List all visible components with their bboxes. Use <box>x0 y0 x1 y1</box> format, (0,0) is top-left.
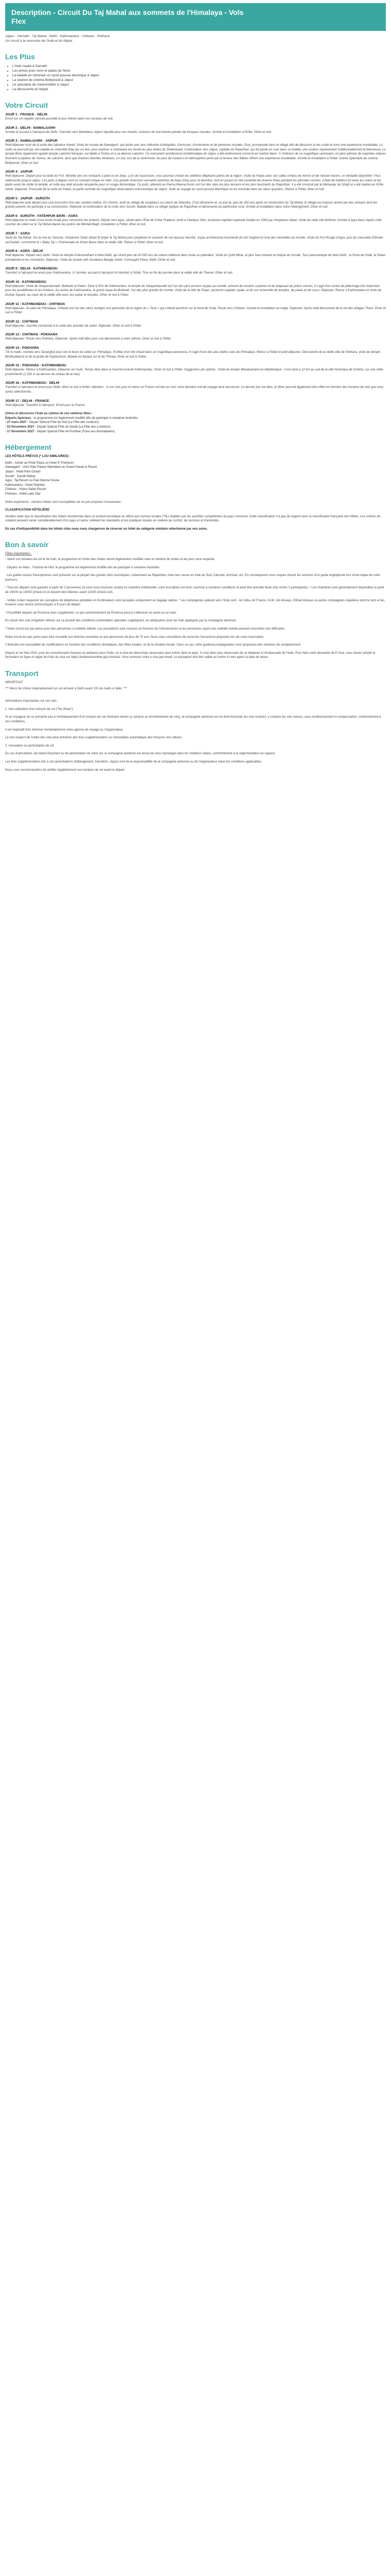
route-summary <box>5 34 386 43</box>
departure-item <box>5 430 386 434</box>
day-heading: JOUR 16 : KATHMANDOU - DELHI <box>5 381 59 385</box>
plus-item: • La séance de cinéma Bollywood à Jaipur <box>12 78 386 82</box>
day-block <box>5 231 386 245</box>
hotels-block <box>5 454 386 531</box>
page-title-line-2: Flex <box>11 17 26 25</box>
bon-paragraph: - Départs en Mars : Festival de Holi, le programme est légèrement modifié afin de participer à certaines festivités. <box>5 566 160 569</box>
day-text: Petit-déjeuner. Route vers Pokhara. Déjeuner. Après-midi libre pour une découverte à votre rythme. Dîner et nuit à l'hôtel. <box>5 337 172 341</box>
day-block <box>5 381 386 394</box>
bon-paragraph: - Les guides locaux francophones sont présents sur la plupart des grands sites touristiques, notamment au Rajasthan, mais leur venue en Inde du Sud, Calcutta, Amritsar, etc. En conséquence vous risquez d'avoir les services d'un guide anglophone lors d'une étape de votre parcours. <box>5 574 380 582</box>
transport-paragraph: Nous vous recommandons de vérifier régulièrement vos horaires de vol avant le départ. <box>5 768 125 772</box>
transport-paragraph: Il est impératif d'en informer immédiatement votre agence de voyage ou l'organisateur. <box>5 728 124 732</box>
day-block <box>5 126 386 135</box>
page <box>0 0 391 772</box>
plus-list <box>5 64 386 92</box>
hotels-title: LES HÔTELS PRÉVUS (* LOU SIMILAIRES) : <box>5 455 71 459</box>
day-text: Petit déjeuner. Départ pour la visite du Fort. Montée vers les remparts à pied ou en Jeep. Lors de l'ascension, vous pourrez croiser les célèbres éléphants peints de la région. Visite du Palais avec ses salles ornées de miroirs et de l'ancien harem, un véritable labyrinthe ! Puis redescente jusqu'à Jaipur. Les puits à degrés sont un concept unique en Inde. Ces grands réservoirs servaient autrefois de base d'eau pour la devotion, tout en jouant un rôle essentiel de réserve d'eau pendant les périodes sèches. Il était de tradition d'y laver les mains et les pieds avant de visiter le temple, et cette eau était ensuite récupérée pour un usage domestique. Ce puits, attenant au Panna Meena Kund, est l'un des sites les plus anciens et les plus fascinants du Rajasthan. Il a été construit par le Maharaja Jai Singh et a été réalisé au XVIIe siècle. Déjeuner. Poursuite de la visite du Palais, la partie centrale du magnifique observatoire astronomique de Jaipur. Suite au voyage en cyclo-pousse électrique ou en rickshaw dans les vieux quartiers. Retour à l'hôtel, dîner et nuit. <box>5 175 384 191</box>
departure-label: - 17 Novembre 2027 <box>5 430 35 433</box>
day-heading: JOUR 6 : SUROTH - FATEHPUR SIKRI - AGRA <box>5 214 78 218</box>
day-block <box>5 399 386 408</box>
day-block <box>5 214 386 227</box>
bon-subheading: Fêtes importantes : <box>5 552 32 556</box>
day-text: Petit-déjeuner. Journée consacrée à la visite des activités de safari. Déjeuner. Dîner et nuit à l'hôtel. <box>5 324 142 328</box>
bon-paragraph: - Veillez à bien respecter les consignes de téléphones portables et d'ordinateurs sont acceptés uniquement en bagage cabine. * Les compagnies opérant vers l'Inde sont : Air India, Air France, KLM, Jet Airways, Etihad Airways ou autres compagnies régulières dont le nom et les horaires vous seront communiqués à 8 jours du départ. <box>5 599 385 607</box>
day-block <box>5 332 386 342</box>
special-departures <box>5 412 386 434</box>
day-heading: JOUR 2 : DELHI - NAWALGARH <box>5 126 56 130</box>
hotel-item: Nawalgarh : Ucid Vilas Palace Mandawa ou Grand Haveli & Resort <box>5 466 97 469</box>
plus-heading: Les Plus <box>5 53 35 61</box>
hotel-item: Agra : Taj Resort ou Pavi Marine House <box>5 479 60 483</box>
hotel-item: Pokhara : Hotel Lake Star <box>5 492 41 496</box>
bon-paragraph: - Selon vos horaires de vol et de train, le programme et l'ordre des visites seront légèrement modifiés mais le nombre de visites et de jours sera respecté. <box>5 558 216 562</box>
bon-paragraph: * Tous les départs sont garantis à partir de 2 personnes (si vous vous inscrivez seul(e) en chambre individuelle, votre inscription est donc soumise à certaines conditions et peut être annulée faute d'au moins 2 participants). * Les chambres sont généralement disponibles à partir de 14h00 ou 15h00 (check-in) et doivent être libérées avant 11h00 (check-out). <box>5 586 385 595</box>
day-text: Petit-déjeuner. Retour à Kathmandou. Déjeuner en route. Temps libre dans le marché local de Kathmandou. Dîner et nuit à l'hôtel. Suggestion (en option) : Visite du temple Manakamana en téléphérique : il est situé à 12 km au sud de la ville historique de Gorkha, sur une crête proéminente (1 302 m au-dessus du niveau de la mer). <box>5 368 383 376</box>
day-text: Arrivée et accueil à l'aéroport de Delhi. Transfert vers Mandawa, région réputée pour ses havelis, maisons de marchands peintes de fresques murales. Arrivée et installation à l'hôtel. Dîner et nuit. <box>5 130 272 134</box>
day-text: Tôt le matin, montée vers Sarangkot pour voir le lever du soleil sur l'Himalaya. Profitez d'un thé chaud dans un magnifique panorama. Il s'agit d'une des plus belles vues de l'Himalaya. Retour à l'hôtel et petit-déjeuner. Découverte de la vieille ville de Pokhara, visite du temple Bindhyabasini et de la grotte de Gupteshwor. Balade en barque sur le lac Phewa. Dîner et nuit à l'hôtel. <box>5 351 381 359</box>
transport-important: IMPORTANT <box>5 681 23 684</box>
transport-paragraph: Les frais supplémentaires liés à ces perturbations (hébergement, transferts, repas) sont de la responsabilité de la compagnie aérienne ou de l'organisateur selon les conditions applicables. <box>5 760 263 764</box>
departure-label: Départs Spéciaux <box>5 416 31 420</box>
departure-label: - 27 mars 2027 <box>5 421 27 425</box>
day-heading: JOUR 10 : KATHMANDOU <box>5 280 46 284</box>
day-text: Envol sur vol régulier (arrivée possible le jour même selon vos horaires de vol). <box>5 117 113 121</box>
day-heading: JOUR 17 : DELHI - FRANCE <box>5 399 50 403</box>
transport-paragraph: 1. Non-utilisation d'un tronçon de vol ("No-Show") <box>5 707 73 711</box>
day-heading: JOUR 3 : NAWALGARH - JAIPUR <box>5 139 58 143</box>
bon-paragraph: En raison des vols irréguliers utilisés sur ce produit des conditions d'annulation spéciales s'appliquent, en adéquation avec les frais appliqués par la compagnie aérienne. <box>5 619 237 623</box>
day-text: Transfert à l'aéroport et envol pour Delhi, dîner et nuit à l'hôtel. Attention : si vos vols pour le retour en France ont lieu en nuit, votre dernière nuit de voyage sera raccourcie. Le dernier jour est libre, le dîner pourrait également être offert en fonction des horaires de vols que vous aurez sélectionnés. <box>5 386 384 394</box>
departure-text: : le programme est légèrement modifié afin de participer à certaines festivités. <box>31 416 139 420</box>
day-text: Petit-déjeuner et visite d'une école locale pour rencontrer les enfants. Départ vers Agra, située dans l'État de l'Uttar Pradesh. Arrêt à Fatehpur Sikri, ancienne capitale impériale fondée en 1569 par l'empereur Akbar. Visite de cette cité fantôme. Arrivée à Agra dans l'après-midi, coucher de soleil sur le Taj Mahal depuis les jardins de Mehtab Bagh. Installation à l'hôtel, dîner et nuit. <box>5 218 382 227</box>
bon-heading: Bon à savoir <box>5 540 49 549</box>
good-to-know <box>5 552 386 660</box>
departure-text: - Départ Spécial Fête de Holi (La Fête des couleurs) <box>26 421 99 425</box>
bon-paragraph: * Notre circuit est pas prévu pour des personnes à mobilité réduite. Les prestations sont conçues en fonction de l'infrastructure et les personnes ayant une mobilité réduite peuvent rencontrer des difficultés. <box>5 628 286 631</box>
day-heading: JOUR 14 : POKHARA <box>5 346 39 350</box>
departure-text: - Départ Spécial Fête de Diwali (La Fête des Lumières) <box>34 425 111 429</box>
day-text: Petit-déjeuner suivi de la visite des fabuleux Haveli. Visite du musée de Nawalgarh, qui abrite une rare collection d'antiquités, d'armures, d'ornements et de peintures murales. Puis, promenade dans le village afin de découvrir la vie rurale et vivre une expérience inoubliable. La visite se poursuit par une balade en charrette tirée par un âne, pour explorer à chameaux les haveli les plus belles du Shekhawati. Continuation vers Jaipur, capitale du Rajasthan, qui fut parée en rose dans sa totalité, une couleur représentant traditionnellement la bienvenue. La temple Birla, également appelé temple Lakshmi Narayan, est dédié à Vishnu et à sa déesse Lakshmi. Ce monument architectural emblématique de Jaipur a été entièrement construit en marbre blanc. À l'intérieur de ce magnifique sanctuaire, on peut admirer de superbes statues finement sculptées de Vishnu, de Lakshmi, ainsi que d'autres divinités hindoues. Le soir, lors de la cérémonie, les jeux de couleurs et l'atmosphère perle par la ferveur des fidèles offrent une expérience inoubliable. Arrivée et installation à l'hôtel. Soirée Spectacle de cinéma Bollywood. Dîner et nuit. <box>5 144 386 165</box>
day-block <box>5 363 386 377</box>
circuit-heading: Votre Circuit <box>5 101 48 109</box>
hotel-item: Delhi : Ashok ou Pride Plaza ou Hotel 4* Premium <box>5 461 74 465</box>
plus-item: • La découverte du Népal <box>12 87 386 92</box>
route-subtitle: Un circuit à la rencontre de l'Inde et du Népal <box>5 39 72 43</box>
day-heading: JOUR 9 : DELHI - KATHMANDOU <box>5 267 58 271</box>
day-heading: JOUR 11 : KATHMANDOU - CHITWAN <box>5 302 65 306</box>
hebergement-heading: Hébergement <box>5 443 52 452</box>
bon-paragraph: Notre circuit est pas prévu pour être conseillé aux femmes enceintes et aux personnes de plus de 70 ans. Nous vous conseillons de souscrire l'assurance proposée lors de votre réservation. <box>5 635 265 639</box>
day-block <box>5 139 386 165</box>
transport-paragraph: *** Merci de choisir impérativement un vol arrivant à Delhi avant 10h du matin à l'aller. *** <box>5 687 127 690</box>
day-text: Petit-déjeuner. Visite de Swayambunath, Bodnath et Patan. Situé à l'Est de Kathmandou, le temple de Swayambunath est l'un des plus anciens stupas au monde, entouré de moulins à prières et de drapeaux de prière colorés. Il s'agit d'un centre de pèlerinage très important pour les bouddhistes et les hindous. Au centre de Kathmandou, le grand stupa de Bodnath, l'un des plus grands du monde. Visite de la ville de Patan, ancienne capitale royale, et de son ensemble de temples, de palais et de cours. Déjeuner. Retour à Kathmandou et visite de Durbar Square, au cœur de la vieille ville avec ses palais et temples. Dîner et nuit à l'hôtel. <box>5 284 382 297</box>
plus-item: • Le spectacle de marionnettes à Jaipur <box>12 82 386 87</box>
day-block <box>5 280 386 298</box>
day-heading: JOUR 12 : CHITWAN <box>5 319 38 324</box>
departure-item <box>5 425 386 430</box>
day-text: Visite du Taj Mahal. Sur la rive du Yamuna, l'empereur Shah Jahan fit ériger le Taj Mahal pour perpétuer le souvenir de son épouse favorite. Joyau architectural incontesté de l'art moghol et l'une des merveilles du monde. Visite du Fort Rouge d'Agra, puis du mausolée d'Itimad-ud-Daulah, surnommé le « Baby Taj ». Promenade au Kinari Bazar dans la vieille ville. Retour à l'hôtel, dîner et nuit. <box>5 236 384 244</box>
day-block <box>5 319 386 329</box>
day-text: Transfert à l'aéroport et envol pour Kathmandou. À l'arrivée, accueil à l'aéroport et transfert à l'hôtel. Tour en fin de journée dans la vieille ville de Thamel. Dîner et nuit. <box>5 272 233 275</box>
classification-title: CLASSIFICATION HÔTELIÈRE <box>5 509 50 512</box>
day-block <box>5 266 386 276</box>
day-text: Petit-déjeuner puis départ pour une excursion hors des sentiers battus. En chemin, arrêt au village de sculpteurs sur pierre de Sikandra. C'est dimanche et, ce jour-là, plus de 350 ans après la construction du Taj Mahal, le village est toujours animé par des artisans dont les grands parents ont participé à sa construction. Déjeuner et continuation de la route vers Suroth. Balade dans ce village typique du Rajasthan et découverte du patrimoine rural. Arrivée et installation dans votre hébergement. Dîner et nuit. <box>5 201 378 209</box>
hotel-item: Kathmandou : Hotel Shanker <box>5 483 45 487</box>
transport-paragraph: Si un voyageur ne se présente pas à l'embarquement d'un tronçon de son itinéraire aérien (y compris un enchaînement de vols), la compagnie aérienne est en droit d'annuler les vols restants, y compris les vols retours, sans remboursement ni compensation, conformément à ses conditions. <box>5 716 381 723</box>
day-heading: JOUR 15 : POKHARA - KATHMANDOU <box>5 364 67 368</box>
day-heading: JOUR 5 : JAIPUR - SUROTH <box>5 196 50 200</box>
route-line: Jaipur - Sarnath - Taj Mahal - Delhi - Kathmandou - Chitwan - Pokhara <box>5 35 110 38</box>
transport-paragraph: 2. Annulation ou perturbation de vol <box>5 744 54 748</box>
day-heading: JOUR 1 : FRANCE - DELHI <box>5 113 47 116</box>
day-heading: JOUR 4 : JAIPUR <box>5 170 33 174</box>
hotels-note: Notre expérience : certains hôtels sont susceptibles de ne pas proposer d'ascenseur. <box>5 500 122 504</box>
availability-note: En cas d'indisponibilité dans les hôtels cités nous nous chargerons de réserver un hôtel de catégorie similaire sélectionné par nos soins. <box>5 527 208 531</box>
day-block <box>5 170 386 192</box>
transport-paragraph: En cas d'annulation, de retard important ou de perturbation de votre vol, la compagnie aérienne est tenue de vous reprotéger dans les meilleurs délais, conformément à la réglementation en vigueur. <box>5 752 276 756</box>
hotel-item: Suroth : Suroth Mahal <box>5 474 36 478</box>
hotel-item: Jaipur : Hotel Park Ocean <box>5 470 41 473</box>
bon-paragraph: * Possibilité départs de Province avec supplément. Le prix acheminement de Province pourra s'effectuer en avion ou en train. <box>5 611 177 615</box>
bon-paragraph: Depuis le 1er Mai 2015, pour les ressortissants français en partance pour l'Inde, un e-visa est désormais nécessaire pour entrer dans le pays. Il n'est donc plus nécessaire de se déplacer à l'Ambassade de l'Inde. Pour faire votre demande de E-Visa, vous devez remplir le formulaire en ligne et régler les frais du visa sur https://indianvisaonline.gov.in/evisa/. Vous recevrez votre e-visa par email. Le passeport doit être valide au moins 6 mois après la date de retour. <box>5 651 376 659</box>
day-heading: JOUR 8 : AGRA - DELHI <box>5 249 43 253</box>
plus-item: • Les prince pour vivre et palais du Nord <box>12 69 386 73</box>
departure-text: - Départ Spécial Fête de Pushkar (Foire aux dromadaires) <box>34 430 115 433</box>
day-heading: JOUR 13 : CHITWAN - POKHARA <box>5 333 58 337</box>
classification-text: Veuillez noter que la classification des hôtels mentionnée dans ce produit touristique se réfère aux normes locales (*NL) établies par les autorités compétentes du pays concerné. Cette classification n'a pas de rapport avec la classification française des hôtels. Les critères de notation peuvent varier considérablement d'un pays à l'autre, reflétant les standards et les pratiques locales en matière de confort, de services et d'aménités. <box>5 515 381 523</box>
itinerary <box>5 112 386 408</box>
day-block <box>5 249 386 262</box>
departures-intro: (Vérez et découvrez l'Inde au rythme de vos célèbres fêtes : <box>5 412 93 416</box>
departure-label: - 03 Novembre 2027 <box>5 425 35 429</box>
plus-item: • La balade en rickshaw ou cyclo-pousse électrique à Jaipur <box>12 73 386 78</box>
hotel-item: Chitwan : Vision Safari Resort <box>5 488 46 492</box>
day-block <box>5 302 386 315</box>
transport-paragraph: Informations importantes sur vos vols: <box>5 700 58 703</box>
day-text: Petit déjeuner. Départ vers Delhi. Visite du temple d'Akshardham à New Delhi, qui réunit plus de 20 000 ans de culture indienne dans toute sa splendeur. Visite du Qutb Minar, le plus haut minaret en brique du monde. Tour panoramique de New Delhi : la Porte de l'Inde, le Palais présidentiel et les ministères. Déjeuner. Visite du temple sikh Gurdwara Bangla Sahib. Connaught Place, Delhi. Dîner et nuit. <box>5 254 386 262</box>
day-block <box>5 346 386 359</box>
transport-section <box>5 669 386 772</box>
day-heading: JOUR 7 : AGRA <box>5 231 30 235</box>
transport-paragraph: Le non-respect de l'ordre des vols peut entraîner des frais supplémentaires ou l'annulation automatique des tronçons non utilisés. <box>5 736 183 740</box>
page-title-line-1: Description - Circuit Du Taj Mahal aux sommets de l'Himalaya - Vols <box>11 8 244 16</box>
day-text: Petit déjeuner. Transfert à l'aéroport. Envol pour la France. <box>5 403 86 407</box>
day-text: Petit-déjeuner. Au pied de l'Himalaya, Chitwan est l'un des rares vestiges non perturbés de la région du « Terai » qui s'étend autrefois sur le Nord de l'Inde. Route vers Chitwan. Arrivée et installation au lodge. Déjeuner. Après-midi découverte de la vie des villages Tharu. Dîner et nuit à l'hôtel. <box>5 307 386 315</box>
title-banner <box>5 3 386 31</box>
transport-heading: Transport <box>5 669 39 677</box>
plus-item: • L'Inde royale à Sarnath <box>12 64 386 69</box>
departure-item <box>5 416 386 421</box>
bon-paragraph: L'itinéraire est susceptible de modifications en fonction des conditions climatiques, des fêtes locales, et de la situation locale. Dans ce cas, votre guide/accompagnateur vous proposera des solutions de remplacement. <box>5 643 302 647</box>
day-block <box>5 196 386 210</box>
day-block <box>5 112 386 122</box>
departure-item <box>5 420 386 425</box>
